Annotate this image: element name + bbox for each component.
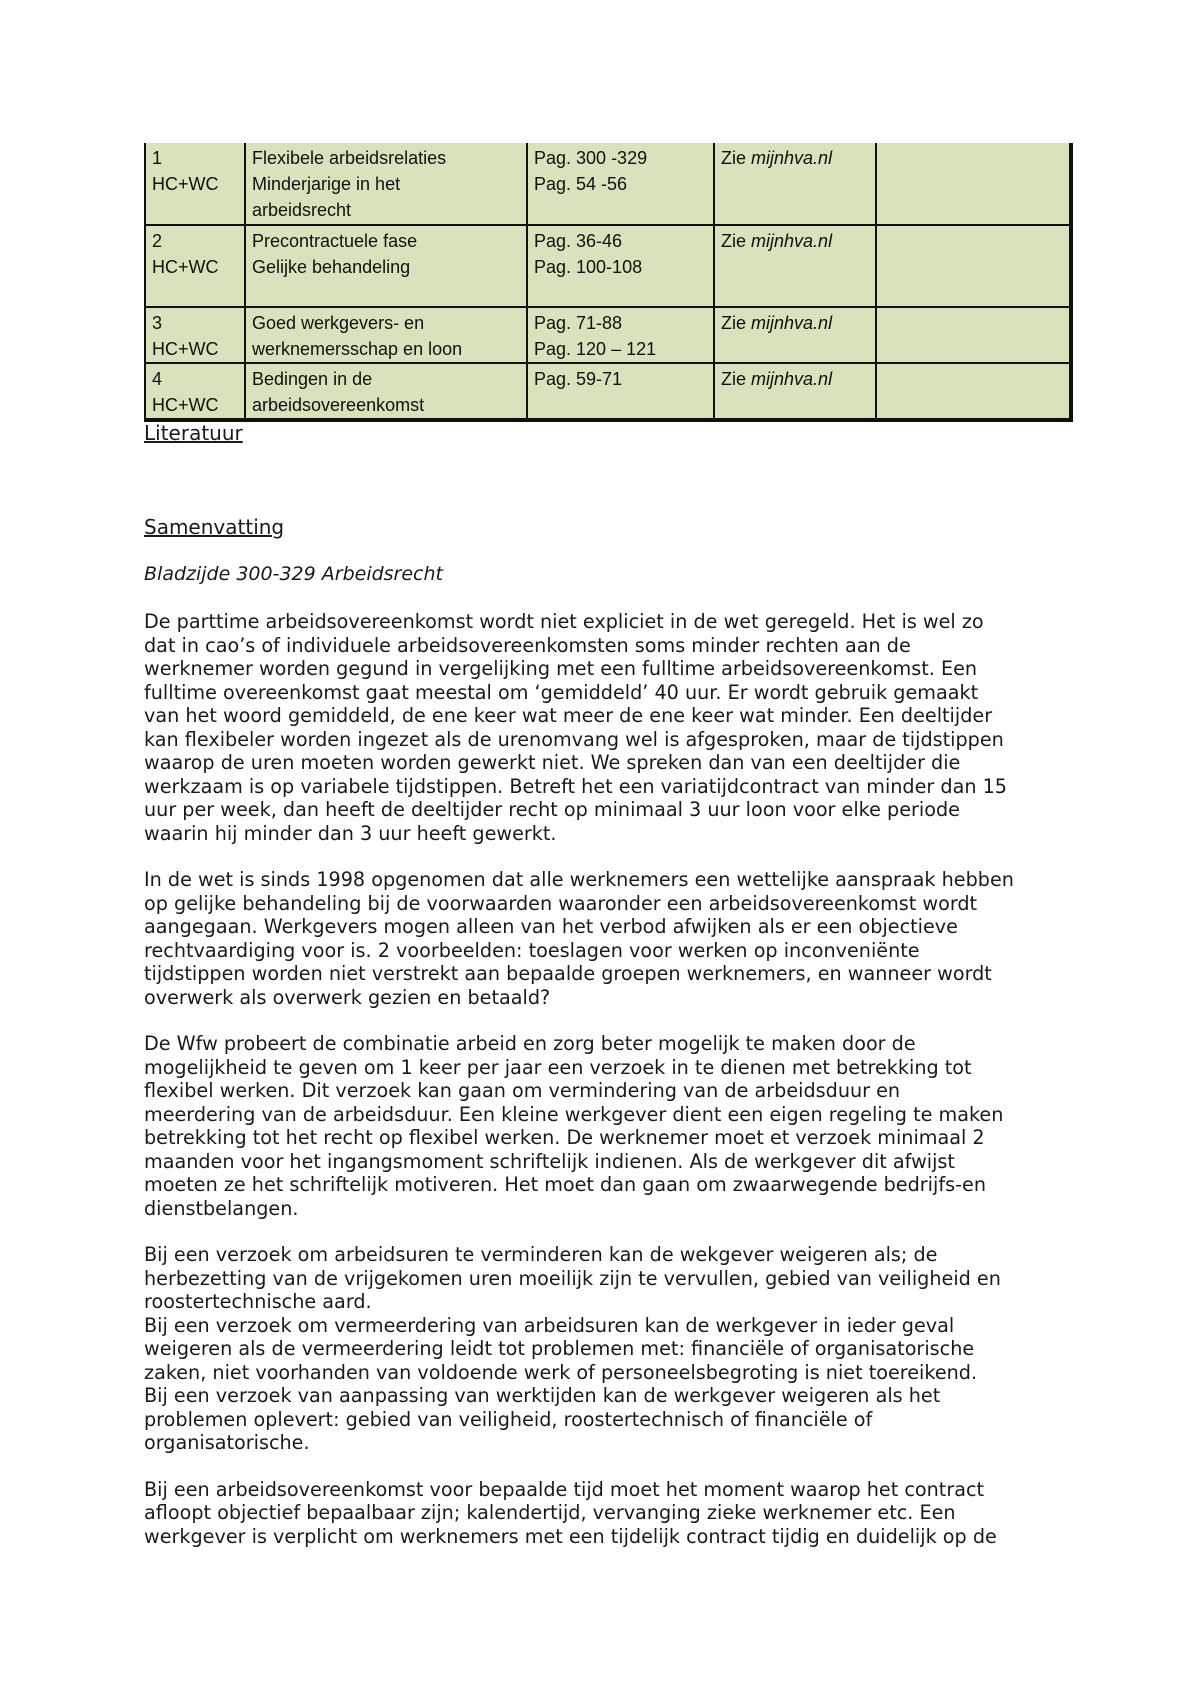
text-line: waarop de uren moeten worden gewerkt niet. We spreken dan van een deeltijder die (144, 751, 961, 774)
pages-label: Pag. 59-71 (534, 369, 623, 389)
pages-cell (527, 307, 714, 363)
text-line: moeten ze het schriftelijk motiveren. Het moet dan gaan om zwaarwegende bedrijfs-en (144, 1173, 986, 1196)
text-line: dat in cao’s of individuele arbeidsovereenkomsten soms minder rechten aan de (144, 633, 911, 657)
text-line: uur per week, dan heeft de deeltijder recht op minimaal 3 uur loon voor elke periode (144, 798, 960, 821)
table-row (145, 363, 1071, 420)
session-label: 3 (152, 313, 163, 333)
paragraph (144, 868, 1074, 1009)
pages-label: Pag. 120 – 121 (534, 339, 657, 359)
topic-label: Bedingen in de (252, 369, 373, 389)
topic-label: Gelijke behandeling (252, 257, 411, 277)
text-line: op gelijke behandeling bij de voorwaarden waaronder een arbeidsovereenkomst wordt (144, 891, 978, 915)
pages-cell (527, 143, 714, 225)
text-line: Bij een verzoek van aanpassing van werktijden kan de werkgever weigeren als het (144, 1384, 941, 1407)
table-row (145, 225, 1071, 307)
text-line: waarin hij minder dan 3 uur heeft gewerkt. (144, 821, 557, 845)
topic-label: Minderjarige in het (252, 174, 401, 194)
mijnhva-link[interactable]: mijnhva.nl (751, 369, 833, 389)
text-line: werknemer worden gegund in vergelijking met een fulltime arbeidsovereenkomst. Een (144, 657, 978, 680)
session-label: HC+WC (152, 395, 219, 415)
session-cell (145, 225, 245, 307)
text-line: van het woord gemiddeld, de ene keer wat meer de ene keer wat minder. Een deeltijder (144, 704, 993, 727)
text-line: mogelijkheid te geven om 1 keer per jaar een verzoek in te dienen met betrekking tot (144, 1055, 972, 1079)
schedule-table (144, 143, 1073, 422)
table-row (145, 143, 1071, 225)
text-line: werkgever is verplicht om werknemers met een tijdelijk contract tijdig en duidelijk op de (144, 1524, 997, 1548)
session-cell (145, 143, 245, 225)
reference-cell (714, 363, 876, 420)
text-line: kan flexibeler worden ingezet als de urenomvang wel is afgesproken, maar de tijdstippen (144, 727, 1004, 751)
reference-cell (714, 225, 876, 307)
pages-label: Pag. 100-108 (534, 257, 643, 277)
text-line: fulltime overeenkomst gaat meestal om ‘gemiddeld’ 40 uur. Er wordt gebruik gemaakt (144, 680, 979, 704)
topic-label: werknemersschap en loon (252, 339, 463, 359)
topic-label: Goed werkgevers- en (252, 313, 425, 333)
text-line: overwerk als overwerk gezien en betaald? (144, 985, 551, 1009)
paragraph (144, 1243, 1074, 1455)
pages-label: Pag. 36-46 (534, 231, 623, 251)
paragraph (144, 610, 1074, 845)
text-line: weigeren als de vermeerdering leidt tot problemen met: financiële of organisatorische (144, 1337, 975, 1360)
text-line: Bij een verzoek om arbeidsuren te verminderen kan de wekgever weigeren als; de (144, 1243, 938, 1266)
zie-label: Zie (721, 231, 747, 251)
mijnhva-link[interactable]: mijnhva.nl (751, 148, 833, 168)
session-label: 2 (152, 231, 163, 251)
text-line: organisatorische. (144, 1431, 310, 1454)
paragraph (144, 1478, 1074, 1549)
text-line: zaken, niet voorhanden van voldoende werk of personeelsbegroting is niet toereikend. (144, 1360, 978, 1384)
text-line: flexibel werken. Dit verzoek kan gaan om vermindering van de arbeidsduur en (144, 1079, 901, 1102)
text-line: werkzaam is op variabele tijdstippen. Betreft het een variatijdcontract van minder dan 15 (144, 774, 1008, 798)
text-line: In de wet is sinds 1998 opgenomen dat alle werknemers een wettelijke aanspraak hebben (144, 868, 1014, 891)
topic-label: Flexibele arbeidsrelaties (252, 148, 447, 168)
topic-cell (245, 143, 527, 225)
reference-cell (714, 307, 876, 363)
pages-label: Pag. 71-88 (534, 313, 623, 333)
text-line: aangegaan. Werkgevers mogen alleen van het verbod afwijken als er een objectieve (144, 915, 958, 938)
session-label: HC+WC (152, 257, 219, 277)
text-line: problemen oplevert: gebied van veiligheid, roostertechnisch of financiële of (144, 1407, 873, 1431)
text-line: betrekking tot het recht op flexibel werken. De werknemer moet et verzoek minimaal 2 (144, 1126, 985, 1149)
topic-label: arbeidsovereenkomst (252, 395, 425, 415)
samenvatting-heading: Samenvatting (144, 515, 285, 539)
zie-label: Zie (721, 148, 747, 168)
reference-cell (714, 143, 876, 225)
section-subtitle: Bladzijde 300-329 Arbeidsrecht (144, 563, 443, 585)
text-line: meerdering van de arbeidsduur. Een kleine werkgever dient een eigen regeling te maken (144, 1102, 1004, 1126)
text-line: dienstbelangen. (144, 1196, 299, 1220)
body-text (144, 610, 1074, 1571)
topic-label: Precontractuele fase (252, 231, 418, 251)
text-line: maanden voor het ingangsmoment schriftelijk indienen. Als de werkgever dit afwijst (144, 1149, 955, 1173)
text-line: rechtvaardiging voor is. 2 voorbeelden: toeslagen voor werken op inconveniënte (144, 938, 920, 962)
session-label: 4 (152, 369, 163, 389)
empty-cell (876, 143, 1071, 225)
topic-label: arbeidsrecht (252, 200, 352, 220)
text-line: De parttime arbeidsovereenkomst wordt niet expliciet in de wet geregeld. Het is wel zo (144, 610, 984, 633)
zie-label: Zie (721, 369, 747, 389)
literatuur-heading: Literatuur (144, 421, 243, 445)
session-label: 1 (152, 148, 163, 168)
zie-label: Zie (721, 313, 747, 333)
session-cell (145, 363, 245, 420)
empty-cell (876, 307, 1071, 363)
topic-cell (245, 307, 527, 363)
text-line: roostertechnische aard. (144, 1290, 372, 1313)
table-row (145, 307, 1071, 363)
text-line: tijdstippen worden niet verstrekt aan bepaalde groepen werknemers, en wanneer wordt (144, 962, 992, 985)
text-line: De Wfw probeert de combinatie arbeid en zorg beter mogelijk te maken door de (144, 1032, 916, 1055)
empty-cell (876, 225, 1071, 307)
pages-label: Pag. 54 -56 (534, 174, 628, 194)
text-line: Bij een arbeidsovereenkomst voor bepaalde tijd moet het moment waarop het contract (144, 1477, 985, 1501)
empty-cell (876, 363, 1071, 420)
text-line: herbezetting van de vrijgekomen uren moeilijk zijn te vervullen, gebied van veiligheid en (144, 1266, 1001, 1290)
pages-label: Pag. 300 -329 (534, 148, 648, 168)
pages-cell (527, 225, 714, 307)
topic-cell (245, 363, 527, 420)
mijnhva-link[interactable]: mijnhva.nl (751, 313, 833, 333)
session-label: HC+WC (152, 174, 219, 194)
session-cell (145, 307, 245, 363)
topic-cell (245, 225, 527, 307)
mijnhva-link[interactable]: mijnhva.nl (751, 231, 833, 251)
paragraph (144, 1032, 1074, 1220)
pages-cell (527, 363, 714, 420)
text-line: afloopt objectief bepaalbaar zijn; kalendertijd, vervanging zieke werknemer etc. Een (144, 1501, 956, 1524)
session-label: HC+WC (152, 339, 219, 359)
text-line: Bij een verzoek om vermeerdering van arbeidsuren kan de werkgever in ieder geval (144, 1313, 955, 1337)
